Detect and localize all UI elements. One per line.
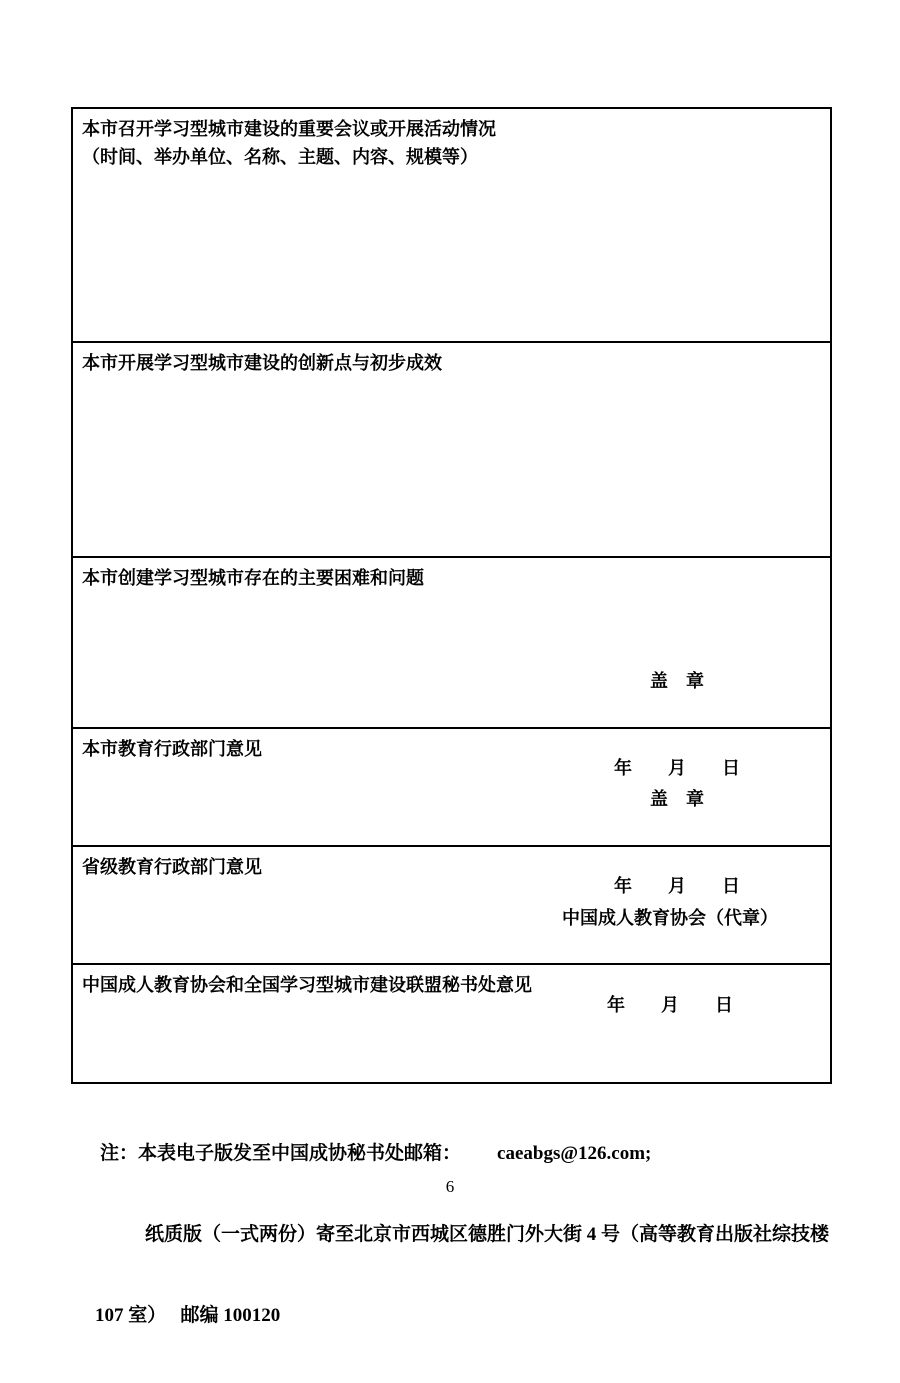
- row-title: 本市开展学习型城市建设的创新点与初步成效: [82, 353, 442, 373]
- signature-block: [562, 846, 778, 1078]
- date-line: 年 月 日: [607, 995, 733, 1015]
- seal-line: 盖 章: [650, 671, 704, 691]
- row-title: 本市创建学习型城市存在的主要困难和问题: [82, 568, 424, 588]
- page-number: 6: [445, 1177, 455, 1196]
- row-title: 省级教育行政部门意见: [82, 857, 262, 877]
- row-title: 本市召开学习型城市建设的重要会议或开展活动情况: [82, 119, 496, 139]
- table-row-meetings-activities: [73, 109, 830, 343]
- note-line-1: [100, 1140, 845, 1167]
- signer-line: 中国成人教育协会（代章）: [562, 908, 778, 928]
- email-text: caeabgs@126.com;: [497, 1143, 652, 1164]
- table-row-caea-secretariat-opinion: [73, 908, 830, 1082]
- row-title: 中国成人教育协会和全国学习型城市建设联盟秘书处意见: [82, 975, 532, 995]
- note-line-2: 纸质版（一式两份）寄至北京市西城区德胜门外大街 4 号（高等教育出版社综技楼: [145, 1224, 830, 1245]
- date-line: 年 月 日: [614, 758, 740, 778]
- footer-note: [95, 1086, 845, 1383]
- note-line-3: 107 室） 邮编 100120: [95, 1305, 281, 1326]
- report-table: [71, 107, 832, 1084]
- seal-line: 盖 章: [650, 789, 704, 809]
- row-subtitle: （时间、举办单位、名称、主题、内容、规模等）: [82, 147, 478, 167]
- note-line-1-prefix: 注：本表电子版发至中国成协秘书处邮箱：: [100, 1143, 462, 1164]
- date-line: 年 月 日: [614, 876, 740, 896]
- row-title: 本市教育行政部门意见: [82, 739, 262, 759]
- table-row-innovations-results: [73, 343, 830, 558]
